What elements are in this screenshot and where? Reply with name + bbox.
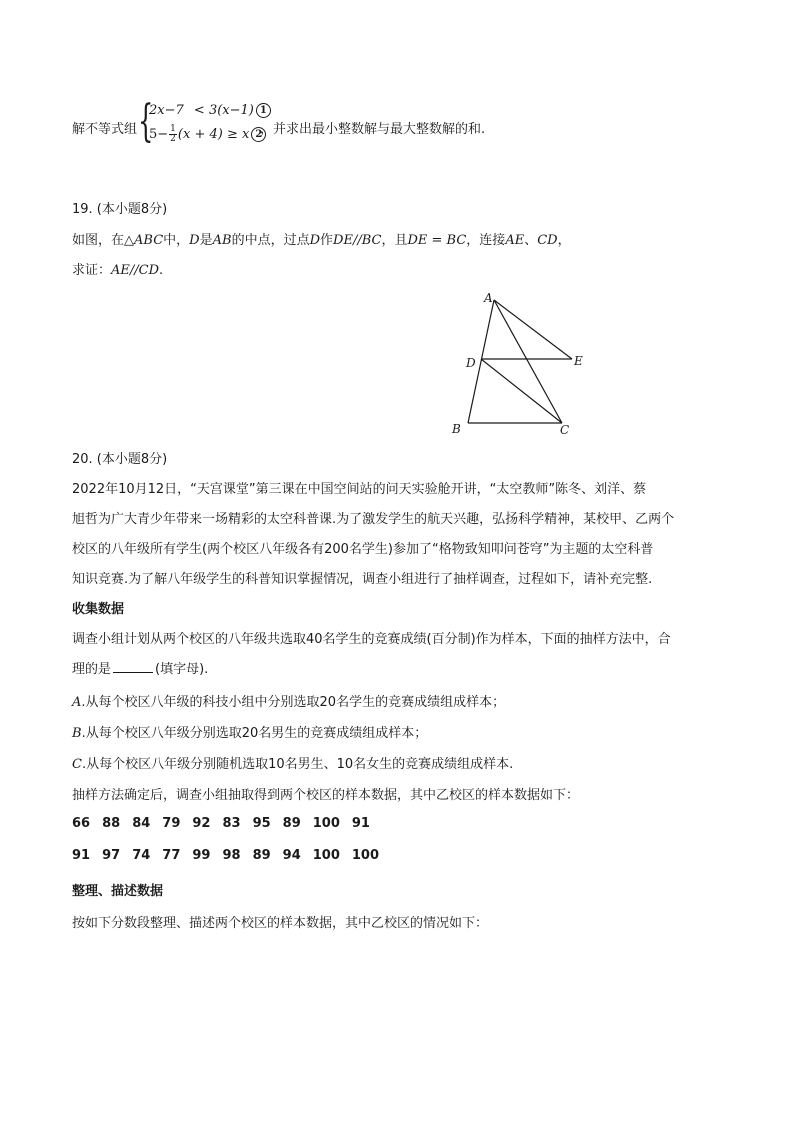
q20-para-line-3: 校区的八年级所有学生(两个校区八年级各有200名学生)参加了“格物致知叩问苍穹”为主题的太空科普 <box>72 542 654 557</box>
q19-text: 如图，在 <box>72 233 125 248</box>
sample-value: 98 <box>222 848 241 863</box>
q18-ineq1-lhs: 2x−7 <box>149 103 184 118</box>
q19-segment-ab: AB <box>212 233 232 248</box>
q19-de-parallel-bc: DE//BC <box>333 233 382 248</box>
sample-value: 88 <box>102 816 121 831</box>
q19-text: 、 <box>524 233 538 248</box>
q19-line1 <box>72 229 571 248</box>
q18-inequality-1 <box>149 103 271 118</box>
q18-mark-2: 2 <box>251 127 266 142</box>
q20-para-line-1: 2022年10月12日，“天宫课堂”第三课在中国空间站的问天实验舱开讲，“太空教师”陈冬、刘洋、蔡 <box>72 482 647 497</box>
q19-prove-statement: AE//CD <box>111 263 160 278</box>
option-text: .从每个校区八年级分别随机选取10名男生、10名女生的竞赛成绩组成样本. <box>81 757 514 772</box>
q18-ineq1-rel: < 3(x−1) <box>193 103 254 118</box>
q20-header: 20. (本小题8分) <box>72 452 168 467</box>
q19-text: . <box>159 263 164 278</box>
label-b: B <box>452 422 461 436</box>
q20-text: (填字母). <box>155 662 209 677</box>
q19-triangle-abc: △ABC <box>124 233 164 248</box>
q19-text: 的中点，过点 <box>231 233 310 248</box>
q19-text: 中， <box>163 233 190 248</box>
sample-value: 94 <box>282 848 301 863</box>
option-letter: C <box>72 757 82 772</box>
q19-point-d: D <box>189 233 200 248</box>
q20-option-a <box>72 691 505 710</box>
label-a: A <box>484 291 493 305</box>
option-letter: A <box>72 695 82 710</box>
q20-text: 理的是 <box>72 662 112 677</box>
q19-text: 是 <box>199 233 213 248</box>
q20-option-c <box>72 753 513 772</box>
q20-after-sampling: 抽样方法确定后，调查小组抽取得到两个校区的样本数据，其中乙校区的样本数据如下： <box>72 788 580 803</box>
q18-frac-num: 1 <box>170 124 176 134</box>
segment-cd <box>481 359 562 423</box>
option-text: .从每个校区八年级分别选取20名男生的竞赛成绩组成样本； <box>81 726 428 741</box>
option-letter: B <box>72 726 82 741</box>
q19-text: ， <box>557 233 571 248</box>
q18-ineq2-b: (x + 4) ≥ x <box>177 127 250 142</box>
q20-organize-text: 按如下分数段整理、描述两个校区的样本数据，其中乙校区的情况如下： <box>72 916 489 931</box>
answer-blank[interactable] <box>113 660 153 673</box>
q20-para-line-4: 知识竞赛.为了解八年级学生的科普知识掌握情况，调查小组进行了抽样调查，过程如下，请补充完整. <box>72 572 653 587</box>
sample-data-row-1 <box>72 816 382 831</box>
sample-value: 91 <box>72 848 91 863</box>
q18-inequality-2 <box>149 125 266 144</box>
q20-collect-line-2 <box>72 658 208 677</box>
label-c: C <box>560 423 570 437</box>
q20-option-b <box>72 722 427 741</box>
label-d: D <box>466 356 476 370</box>
q19-text: ，且 <box>381 233 408 248</box>
sample-value: 89 <box>252 848 271 863</box>
q18-mark-1: 1 <box>256 103 271 118</box>
q20-collect-line-1: 调查小组计划从两个校区的八年级共选取40名学生的竞赛成绩(百分制)作为样本，下面的抽样方法中，合 <box>72 632 671 647</box>
sample-value: 99 <box>192 848 211 863</box>
q19-segment-cd: CD <box>537 233 558 248</box>
q19-text: 作 <box>320 233 334 248</box>
segment-ac <box>494 300 562 423</box>
segment-ae <box>494 300 572 359</box>
sample-value: 95 <box>252 816 271 831</box>
sample-value: 77 <box>162 848 181 863</box>
q19-geometry-figure <box>440 285 600 440</box>
sample-value: 100 <box>351 848 380 863</box>
q19-line2 <box>72 259 163 278</box>
q19-segment-ae: AE <box>505 233 525 248</box>
sample-value: 84 <box>132 816 151 831</box>
q18-ineq2-a: 5− <box>149 127 169 142</box>
sample-value: 100 <box>312 848 340 863</box>
q19-prove-label: 求证： <box>72 263 112 278</box>
q19-text: ，连接 <box>466 233 506 248</box>
q20-para-line-2: 旭哲为广大青少年带来一场精彩的太空科普课.为了激发学生的航天兴趣，弘扬科学精神，某校甲、乙两个 <box>72 512 675 527</box>
option-text: .从每个校区八年级的科技小组中分别选取20名学生的竞赛成绩组成样本； <box>81 695 506 710</box>
q18-brace: { <box>138 96 154 147</box>
sample-value: 83 <box>222 816 241 831</box>
sample-value: 74 <box>132 848 151 863</box>
sample-data-row-2 <box>72 848 391 863</box>
sample-value: 92 <box>192 816 211 831</box>
label-e: E <box>574 354 583 368</box>
q18-prefix: 解不等式组 <box>72 122 138 137</box>
sample-value: 79 <box>162 816 181 831</box>
sample-value: 91 <box>351 816 370 831</box>
sample-value: 66 <box>72 816 91 831</box>
q19-header: 19. (本小题8分) <box>72 202 168 217</box>
q18-suffix: ，并求出最小整数解与最大整数解的和. <box>260 122 486 137</box>
q19-de-equals-bc: DE = BC <box>407 233 467 248</box>
q19-point-d: D <box>309 233 321 248</box>
sample-value: 100 <box>312 816 340 831</box>
sample-value: 97 <box>102 848 121 863</box>
section-collect-data: 收集数据 <box>72 602 125 617</box>
sample-value: 89 <box>282 816 301 831</box>
q18-frac-den: 2 <box>170 134 176 144</box>
section-organize-data: 整理、描述数据 <box>72 884 164 899</box>
q18-fraction <box>169 125 177 144</box>
